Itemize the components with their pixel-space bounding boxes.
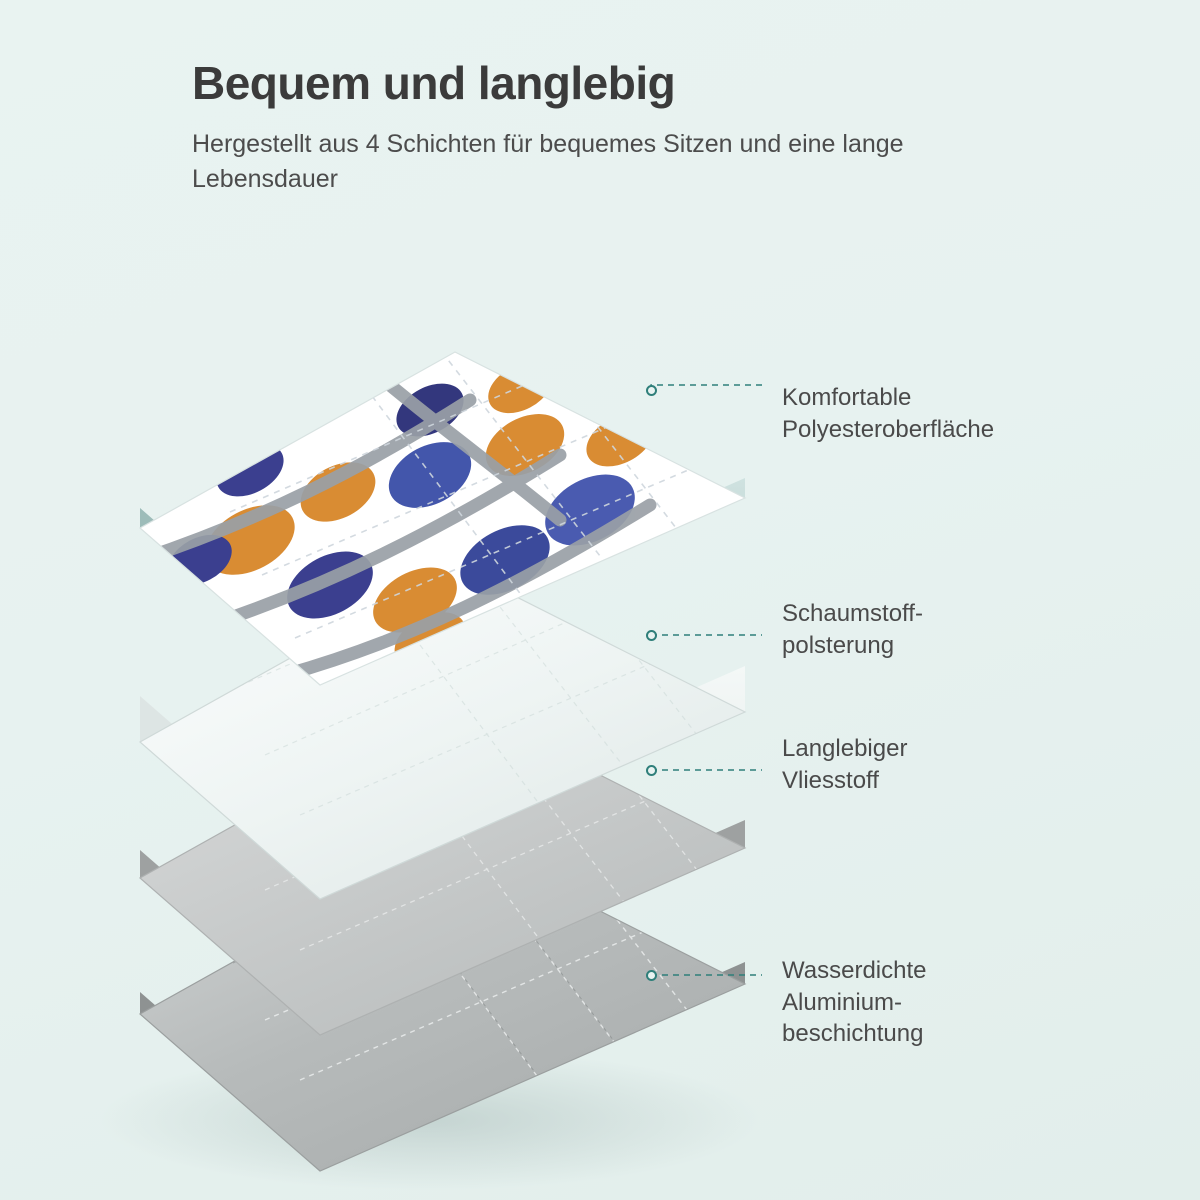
callout-dot-fleece [646,765,657,776]
callout-line: Wasserdichte [782,957,927,984]
callout-line: beschichtung [782,1020,924,1048]
page-title: Bequem und langlebig [192,57,676,109]
callout-line: Komfortable [782,384,912,411]
callout-line: Vliesstoff [782,766,879,794]
callout-dot-aluminium [646,970,657,981]
callout-line: polsterung [782,631,895,659]
callout-dot-polyester [646,385,657,396]
callout-label-polyester [782,382,1082,445]
callout-label-aluminium [782,955,1052,1050]
page-subtitle: Hergestellt aus 4 Schichten für bequemes Sitzen und eine lange Lebensdauer [192,129,904,194]
callout-label-fleece [782,733,1042,796]
callout-dot-foam [646,630,657,641]
callout-line: Schaumstoff- [782,600,923,627]
callout-label-foam [782,598,1042,661]
callout-line: Aluminium- [782,988,903,1016]
callout-line: Langlebiger [782,735,908,762]
callout-line: Polyesteroberfläche [782,415,995,443]
